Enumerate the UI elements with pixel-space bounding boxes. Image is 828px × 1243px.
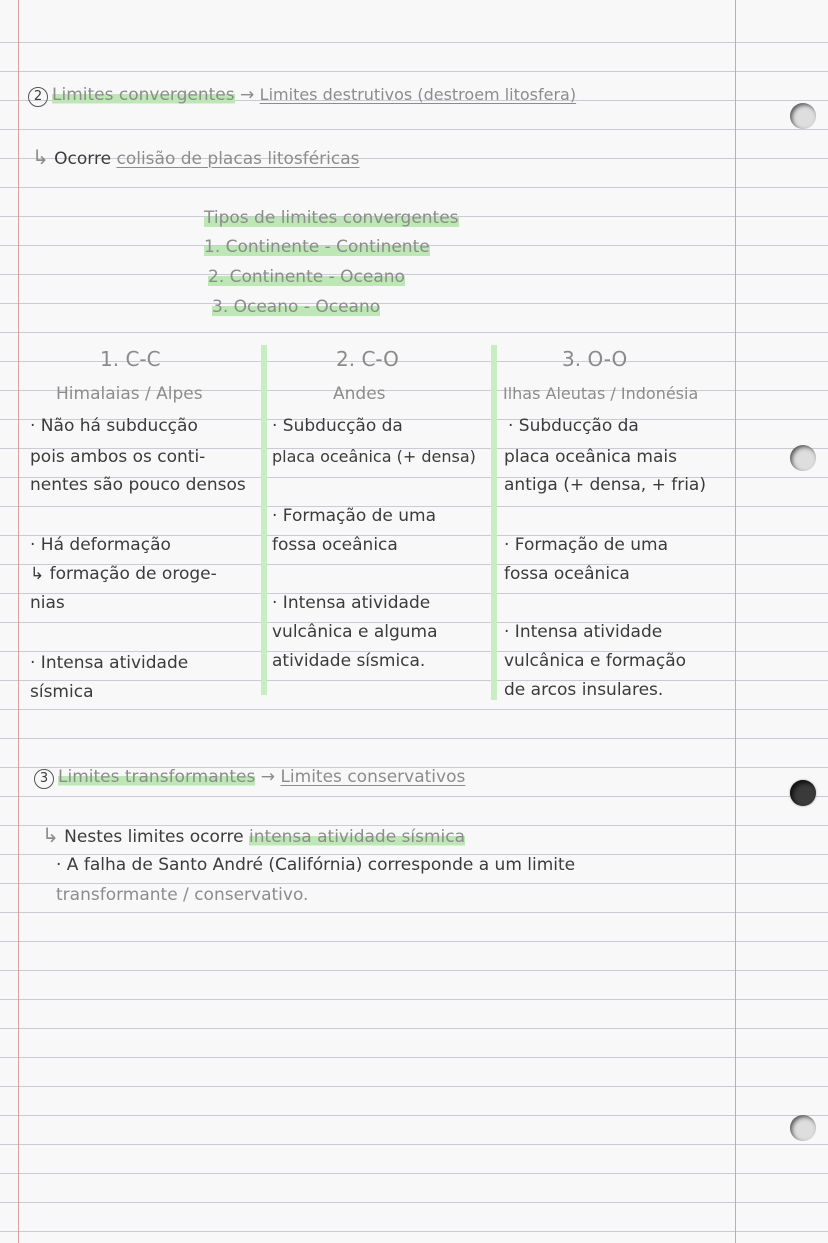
right-margin-line	[735, 0, 736, 1243]
types-item-1: 1. Continente - Continente	[204, 237, 430, 257]
arrow-icon: →	[260, 767, 276, 787]
types-title: Tipos de limites convergentes	[204, 208, 459, 228]
column-3-line-1: · Subducção da	[508, 416, 639, 436]
section-3-line-1-prefix: Nestes limites ocorre	[64, 827, 244, 847]
column-1-line-3: nentes são pouco densos	[30, 475, 246, 495]
binder-hole-1	[790, 103, 816, 129]
column-2-header: 2. C-O	[336, 347, 399, 371]
column-1-line-1: · Não há subducção	[30, 416, 198, 436]
types-item-2: 2. Continente - Oceano	[208, 267, 405, 287]
binder-hole-3	[790, 780, 816, 806]
column-1-header: 1. C-C	[100, 347, 161, 371]
column-1-line-6: nias	[30, 593, 65, 613]
column-1-line-4: · Há deformação	[30, 535, 171, 555]
left-margin-line	[18, 0, 19, 1243]
column-2-example: Andes	[333, 384, 386, 404]
arrow-icon: →	[240, 85, 255, 105]
section-2-subtitle: Limites destrutivos (destroem litosfera)	[259, 85, 577, 104]
column-3-line-6: · Intensa atividade	[504, 622, 663, 642]
column-2-line-4: fossa oceânica	[272, 535, 398, 555]
arrow-icon: ↳	[42, 823, 59, 847]
column-divider-2	[491, 345, 497, 700]
column-2-line-7: atividade sísmica.	[272, 651, 426, 671]
section-2-intro	[32, 146, 360, 170]
column-3-line-5: fossa oceânica	[504, 564, 630, 584]
column-2-line-5: · Intensa atividade	[272, 593, 431, 613]
column-3-header: 3. O-O	[562, 347, 628, 371]
section-2-heading	[28, 84, 576, 107]
column-2-line-3: · Formação de uma	[272, 506, 437, 526]
column-3-line-4: · Formação de uma	[504, 535, 669, 555]
column-3-example: Ilhas Aleutas / Indonésia	[503, 384, 699, 403]
column-1-line-7: · Intensa atividade	[30, 653, 189, 673]
types-item-3: 3. Oceano - Oceano	[212, 297, 381, 317]
column-3-line-3: antiga (+ densa, + fria)	[504, 475, 706, 495]
column-2-line-6: vulcânica e alguma	[272, 622, 438, 642]
column-3-line-8: de arcos insulares.	[504, 680, 664, 700]
section-3-heading	[34, 766, 465, 789]
section-3-title: Limites transformantes	[58, 767, 256, 787]
section-3-line-3: transformante / conservativo.	[56, 885, 309, 905]
column-2-line-2: placa oceânica (+ densa)	[272, 447, 476, 466]
column-divider-1	[261, 345, 267, 695]
section-2-number: 2	[28, 87, 48, 107]
column-1-line-5: ↳ formação de oroge-	[30, 564, 217, 584]
column-2-line-1: · Subducção da	[272, 416, 403, 436]
column-3-line-7: vulcânica e formação	[504, 651, 687, 671]
section-3-line-2: · A falha de Santo André (Califórnia) corresponde a um limite	[56, 855, 576, 875]
section-2-title: Limites convergentes	[52, 85, 235, 105]
column-1-example: Himalaias / Alpes	[56, 384, 203, 404]
section-3-line-1	[42, 824, 465, 848]
intro-rest: colisão de placas litosféricas	[116, 149, 360, 169]
binder-hole-2	[790, 445, 816, 471]
column-1-line-2: pois ambos os conti-	[30, 447, 206, 467]
intro-prefix: Ocorre	[54, 149, 112, 169]
section-3-subtitle: Limites conservativos	[280, 767, 466, 787]
binder-hole-4	[790, 1115, 816, 1141]
column-3-line-2: placa oceânica mais	[504, 447, 677, 467]
section-3-line-1-rest: intensa atividade sísmica	[249, 827, 466, 847]
arrow-icon: ↳	[32, 145, 49, 169]
column-1-line-8: sísmica	[30, 682, 94, 702]
section-3-number: 3	[34, 769, 54, 789]
